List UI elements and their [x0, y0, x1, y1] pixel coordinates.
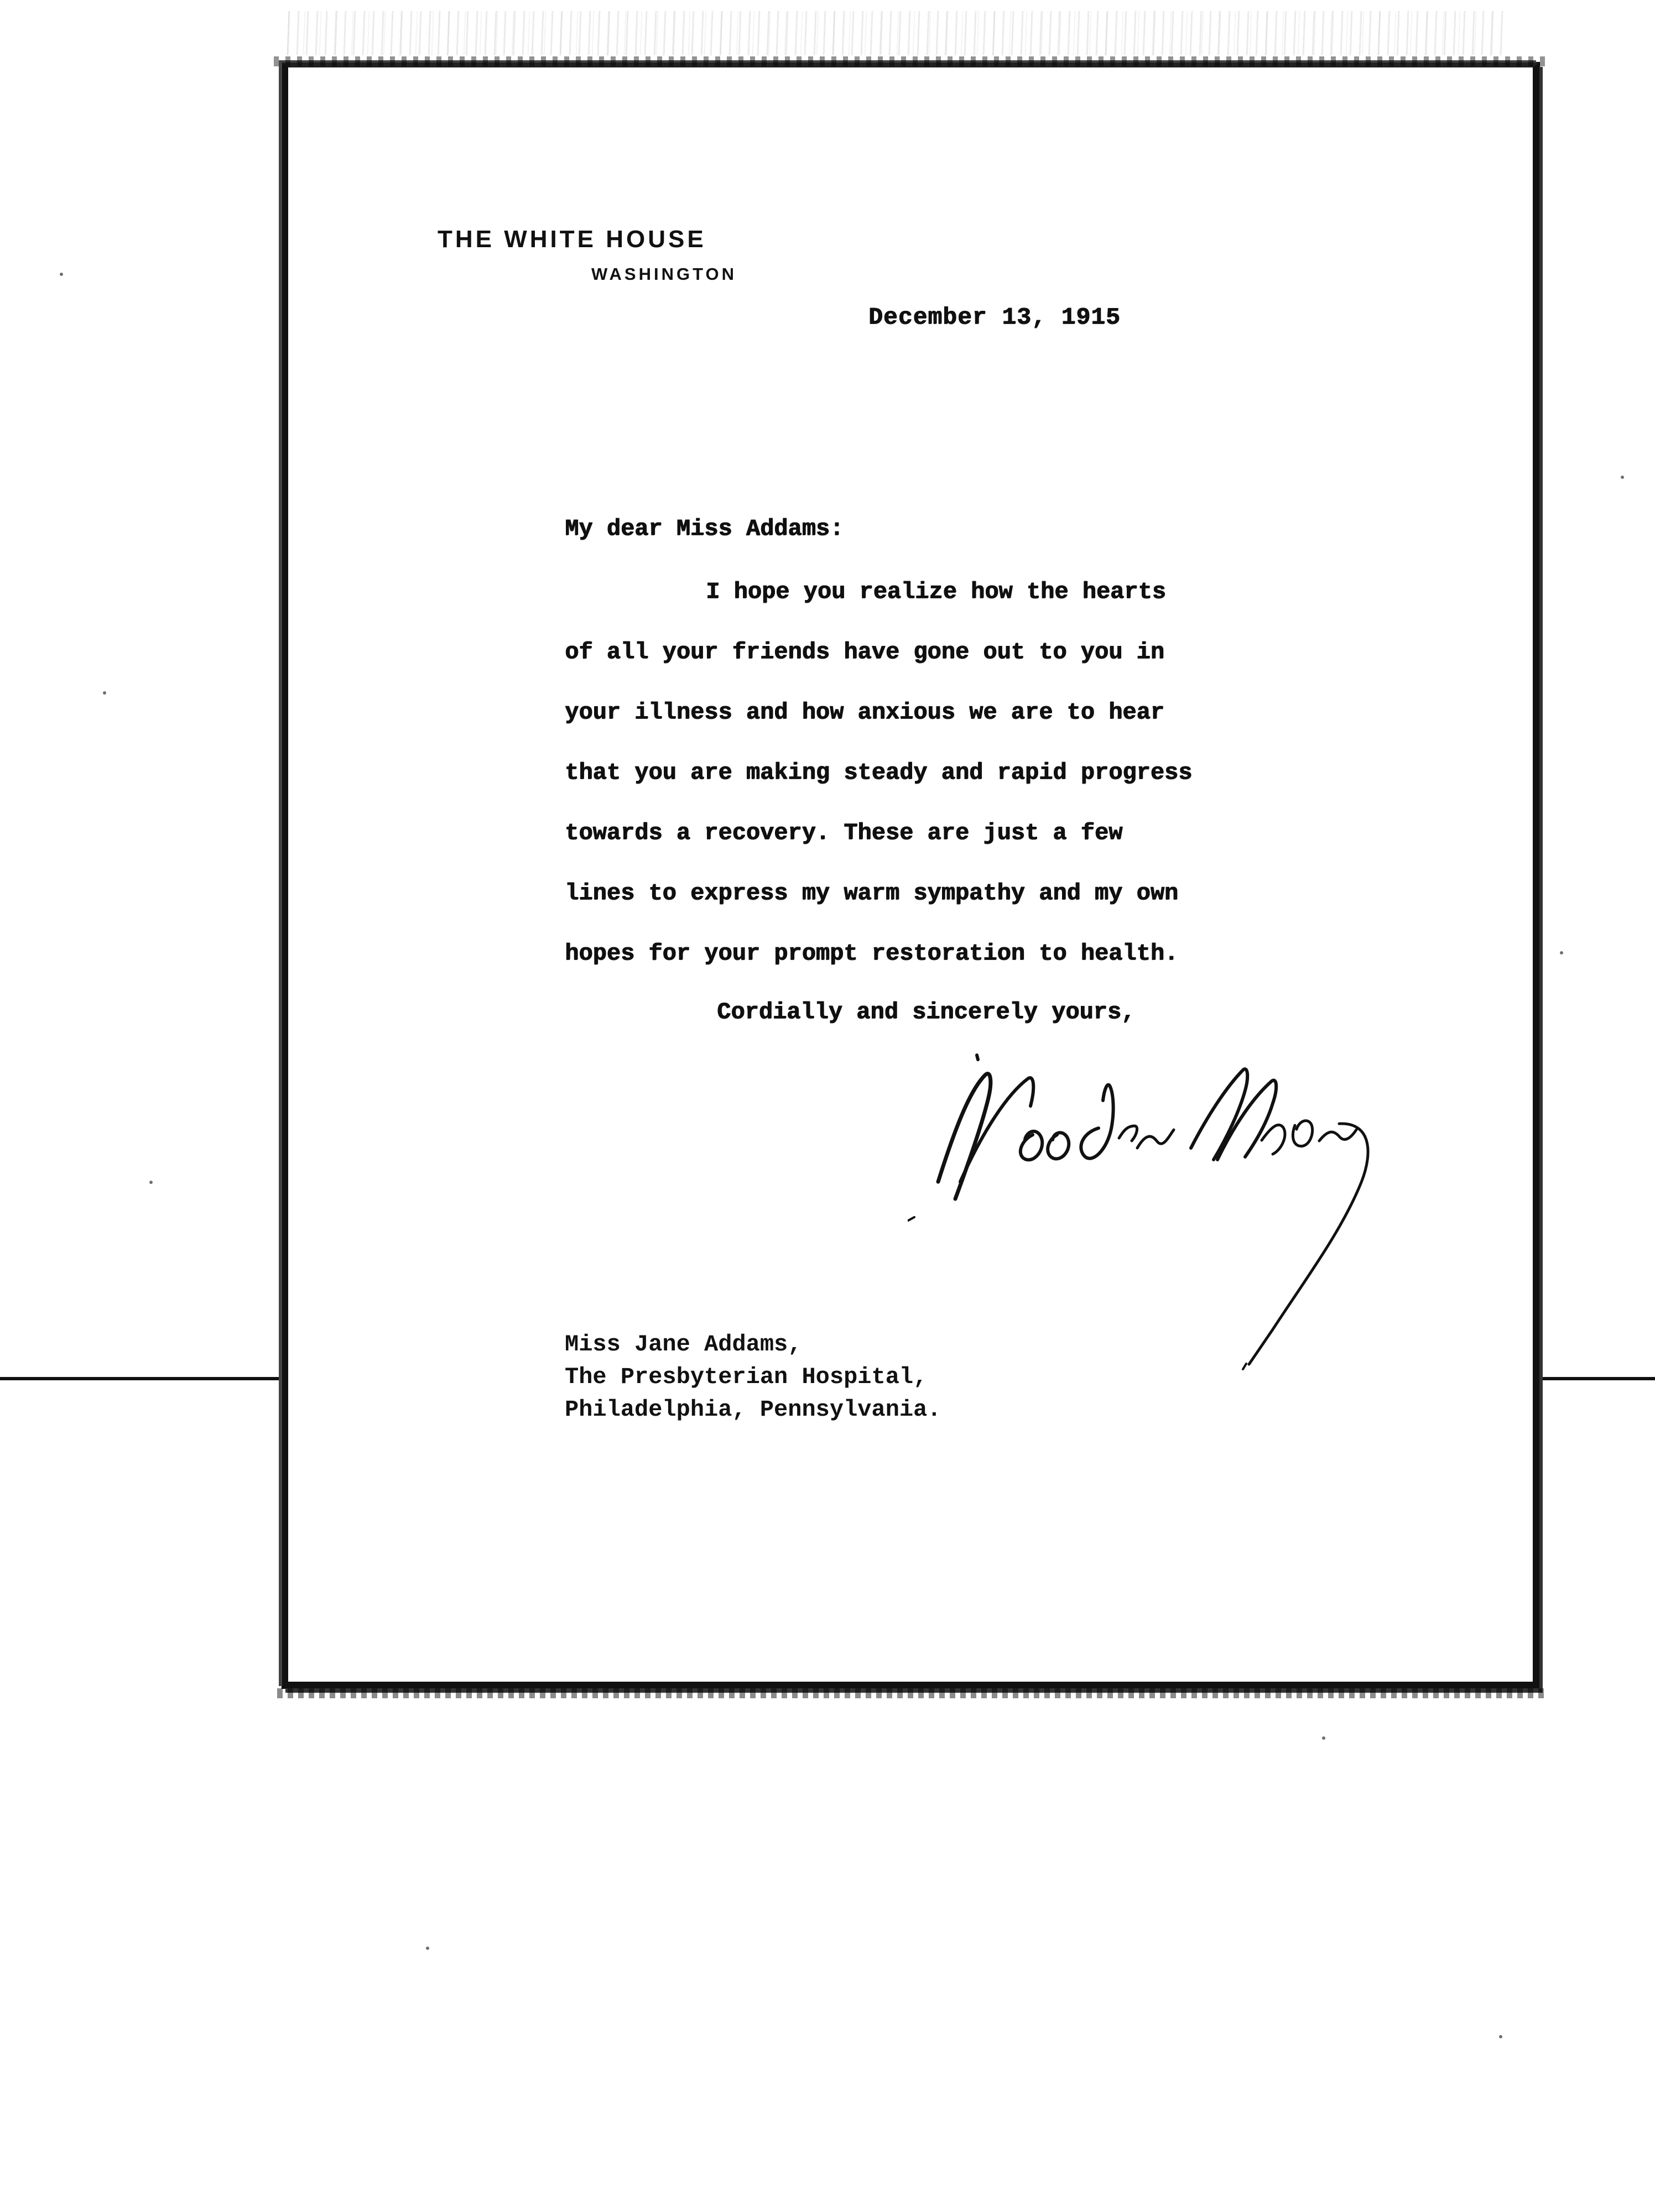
handwritten-signature	[908, 1046, 1378, 1389]
scan-speck	[149, 1181, 153, 1184]
letterhead-title: THE WHITE HOUSE	[438, 226, 706, 253]
body-line: hopes for your prompt restoration to health.	[565, 940, 1178, 967]
scan-speck	[1560, 951, 1563, 954]
scan-speck	[60, 273, 63, 276]
recipient-city-state: Philadelphia, Pennsylvania.	[565, 1396, 941, 1423]
letter-date: December 13, 1915	[868, 304, 1121, 331]
body-line: your illness and how anxious we are to hear	[565, 699, 1164, 726]
scan-speck	[1322, 1736, 1325, 1740]
scan-speck	[1499, 2035, 1502, 2038]
body-line: I hope you realize how the hearts	[706, 578, 1166, 605]
body-line: of all your friends have gone out to you in	[565, 639, 1164, 665]
fold-line-right	[1527, 1377, 1655, 1380]
recipient-hospital: The Presbyterian Hospital,	[565, 1364, 928, 1390]
closing: Cordially and sincerely yours,	[717, 999, 1136, 1025]
scan-noise-top	[287, 11, 1506, 55]
body-line: that you are making steady and rapid progress	[565, 759, 1193, 786]
letterhead	[438, 226, 852, 298]
fold-line-left	[0, 1377, 296, 1380]
letterhead-city: WASHINGTON	[591, 264, 737, 284]
recipient-name: Miss Jane Addams,	[565, 1331, 802, 1358]
letter-sheet	[282, 62, 1539, 1688]
salutation: My dear Miss Addams:	[565, 515, 844, 542]
body-line: towards a recovery. These are just a few	[565, 820, 1123, 846]
scan-speck	[426, 1947, 429, 1950]
scan-speck	[103, 691, 106, 695]
body-line: lines to express my warm sympathy and my own	[565, 880, 1178, 906]
scan-speck	[1621, 476, 1624, 479]
